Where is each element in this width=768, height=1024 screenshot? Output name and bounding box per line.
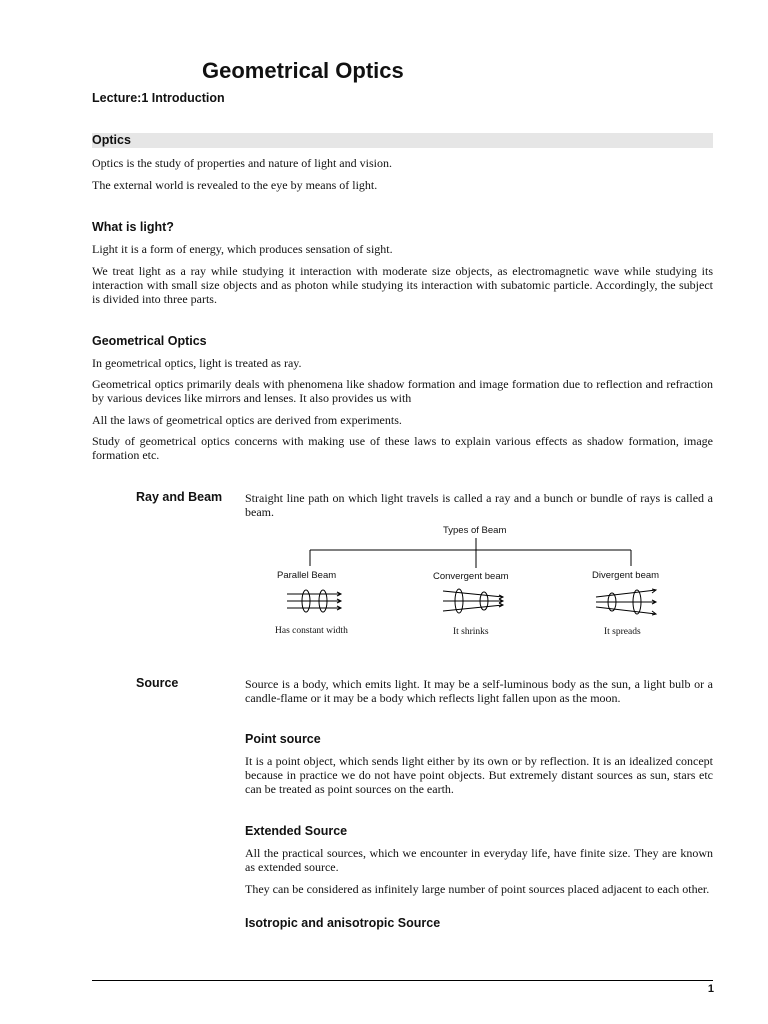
parallel-beam-icon (285, 588, 345, 618)
point-source-heading: Point source (245, 732, 321, 746)
geo-paragraph-2: Geometrical optics primarily deals with phenomena like shadow formation and image formation due to reflection and refraction by various devices like mirrors and lenses. It also provides us with (92, 377, 713, 405)
geo-paragraph-4: Study of geometrical optics concerns with making use of these laws to explain various effects as shadow formation, image formation etc. (92, 434, 713, 462)
diagram-root-label: Types of Beam (443, 525, 507, 536)
document-title: Geometrical Optics (202, 58, 404, 83)
optics-paragraph-1: Optics is the study of properties and nature of light and vision. (92, 156, 392, 170)
divergent-beam-label: Divergent beam (592, 570, 660, 581)
light-paragraph-2: We treat light as a ray while studying it interaction with moderate size objects, as electromagnetic wave while studying its interaction with small size objects and as photon while studying its interaction with subatomic particle. Accordingly, the subject is divided into three parts. (92, 264, 713, 306)
page-number: 1 (707, 983, 714, 995)
divergent-beam-caption: It spreads (604, 627, 641, 637)
convergent-beam-caption: It shrinks (453, 627, 489, 637)
extended-source-heading: Extended Source (245, 824, 348, 838)
lecture-heading: Lecture:1 Introduction (92, 91, 225, 105)
extended-source-paragraph-2: They can be considered as infinitely large number of point sources placed adjacent to each other. (245, 882, 710, 896)
geometrical-optics-heading: Geometrical Optics (92, 334, 207, 348)
light-paragraph-1: Light it is a form of energy, which produces sensation of sight. (92, 242, 393, 256)
light-heading: What is light? (92, 220, 174, 234)
parallel-beam-label: Parallel Beam (277, 570, 337, 581)
ray-beam-text: Straight line path on which light travels is called a ray and a bunch or bundle of rays is called a beam. (245, 491, 713, 519)
geo-paragraph-1: In geometrical optics, light is treated as ray. (92, 356, 302, 370)
ray-beam-heading: Ray and Beam (136, 490, 223, 504)
parallel-beam-caption: Has constant width (275, 626, 348, 636)
source-text: Source is a body, which emits light. It may be a self-luminous body as the sun, a light bulb or a candle-flame or it may be a body which reflects light fallen upon as the moon. (245, 677, 713, 705)
isotropic-heading: Isotropic and anisotropic Source (245, 916, 441, 930)
optics-heading: Optics (92, 133, 131, 147)
source-heading: Source (136, 676, 179, 690)
convergent-beam-label: Convergent beam (433, 571, 509, 582)
geo-paragraph-3: All the laws of geometrical optics are derived from experiments. (92, 413, 402, 427)
footer-rule (92, 980, 713, 981)
optics-paragraph-2: The external world is revealed to the eye by means of light. (92, 178, 378, 192)
divergent-beam-icon (594, 587, 660, 619)
extended-source-paragraph-1: All the practical sources, which we encounter in everyday life, have finite size. They are known as extended source. (245, 846, 713, 874)
convergent-beam-icon (441, 588, 507, 618)
point-source-text: It is a point object, which sends light either by its own or by reflection. It is an idealized concept because in practice we do not have point objects. But extremely distant sources as sun, stars etc can be treated as point sources on the earth. (245, 754, 713, 796)
